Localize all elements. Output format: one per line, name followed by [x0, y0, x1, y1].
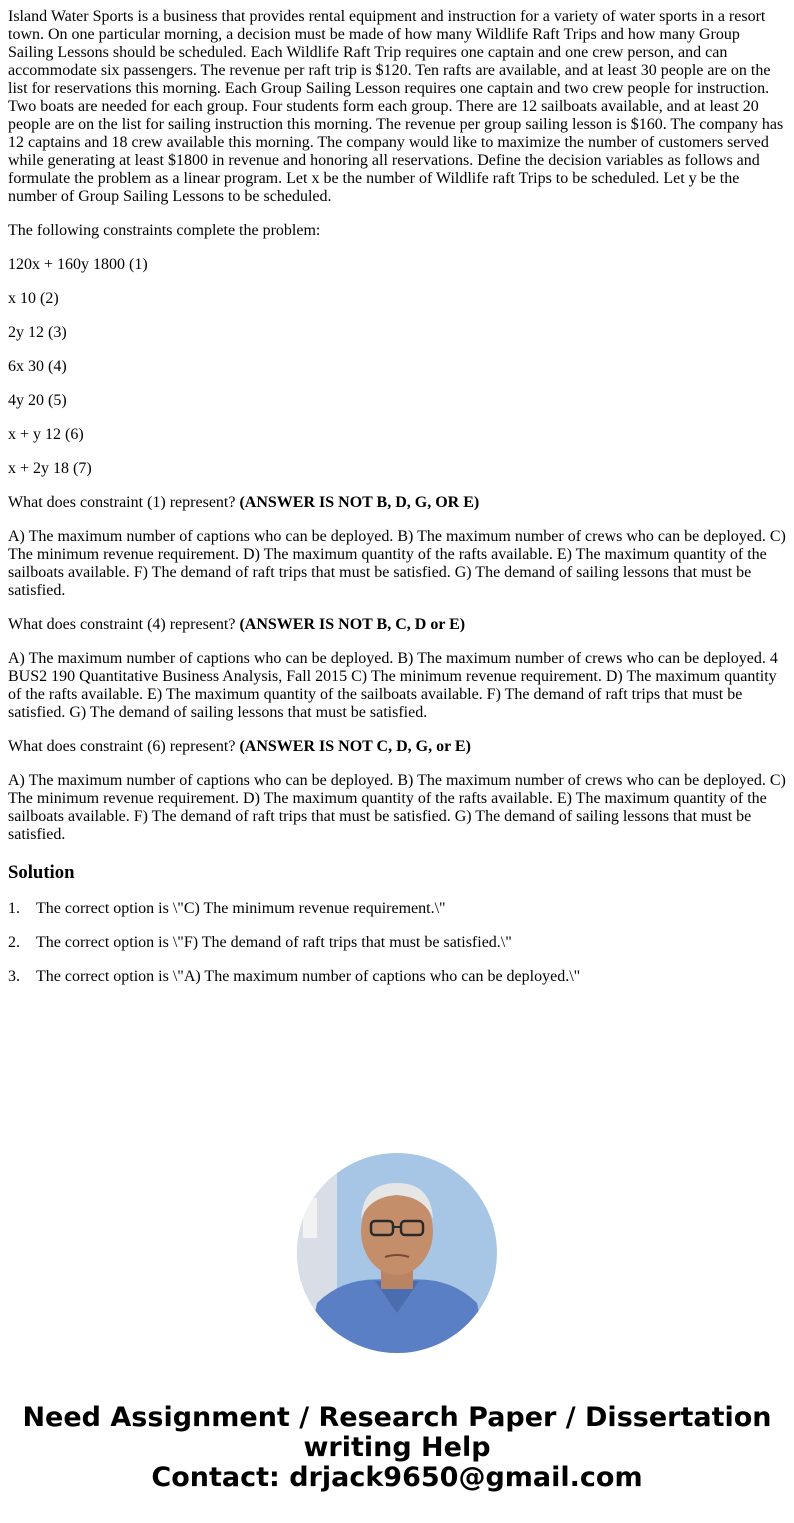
- question-2: [8, 616, 788, 634]
- solution-item: [8, 900, 788, 918]
- solution-item-text: The correct option is \"F) The demand of raft trips that must be satisfied.\": [36, 934, 512, 951]
- solution-item-text: The correct option is \"A) The maximum number of captions who can be deployed.\": [36, 968, 581, 985]
- question-2-prompt: What does constraint (4) represent?: [8, 616, 240, 633]
- question-3-options: A) The maximum number of captions who can be deployed. B) The maximum number of crews who can be deployed. C) The minimum revenue requirement. D) The maximum quantity of the rafts available. E) The maximum quantity of the sailboats available. F) The demand of raft trips that must be satisfied. G) The demand of sailing lessons that must be satisfied.: [8, 772, 786, 843]
- question-3-prompt: What does constraint (6) represent?: [8, 738, 240, 755]
- solution-item-text: The correct option is \"C) The minimum revenue requirement.\": [36, 900, 446, 917]
- solution-item: [8, 934, 788, 952]
- constraint-4: 6x 30 (4): [8, 358, 67, 375]
- avatar-photo: [297, 1153, 497, 1353]
- question-1: [8, 494, 788, 512]
- problem-statement: Island Water Sports is a business that provides rental equipment and instruction for a variety of water sports in a resort town. On one particular morning, a decision must be made of how many Wildlife Raft Trips and how many Group Sailing Lessons should be scheduled. Each Wildlife Raft Trip requires one captain and one crew person, and can accommodate six passengers. The revenue per raft trip is $120. Ten rafts are available, and at least 30 people are on the list for reservations this morning. Each Group Sailing Lesson requires one captain and two crew people for instruction. Two boats are needed for each group. Four students form each group. There are 12 sailboats available, and at least 20 people are on the list for sailing instruction this morning. The revenue per group sailing lesson is $160. The company has 12 captains and 18 crew available this morning. The company would like to maximize the number of customers served while generating at least $1800 in revenue and honoring all reservations. Define the decision variables as follows and formulate the problem as a linear program. Let x be the number of Wildlife raft Trips to be scheduled. Let y be the number of Group Sailing Lessons to be scheduled.: [8, 8, 784, 205]
- question-1-options: A) The maximum number of captions who can be deployed. B) The maximum number of crews who can be deployed. C) The minimum revenue requirement. D) The maximum quantity of the rafts available. E) The maximum quantity of the sailboats available. F) The demand of raft trips that must be satisfied. G) The demand of sailing lessons that must be satisfied.: [8, 528, 786, 599]
- constraint-1: 120x + 160y 1800 (1): [8, 256, 148, 273]
- constraint-3: 2y 12 (3): [8, 324, 67, 341]
- question-1-prompt: What does constraint (1) represent?: [8, 494, 240, 511]
- promo-line-1: Need Assignment / Research Paper / Dissertation: [22, 1402, 772, 1433]
- constraint-6: x + y 12 (6): [8, 426, 84, 443]
- question-2-hint: (ANSWER IS NOT B, C, D or E): [239, 616, 466, 633]
- avatar: [297, 1153, 497, 1353]
- solution-item: [8, 968, 788, 986]
- solution-heading: Solution: [8, 862, 75, 883]
- solution-list: [8, 900, 788, 986]
- promo-contact: Contact: drjack9650@gmail.com: [151, 1462, 643, 1493]
- question-2-options: A) The maximum number of captions who can be deployed. B) The maximum number of crews who can be deployed. 4 BUS2 190 Quantitative Business Analysis, Fall 2015 C) The minimum revenue requirement. D) The maximum quantity of the rafts available. E) The maximum quantity of the sailboats available. F) The demand of raft trips that must be satisfied. G) The demand of sailing lessons that must be satisfied.: [8, 650, 778, 721]
- solution-item-number: 1.: [8, 900, 20, 917]
- constraint-5: 4y 20 (5): [8, 392, 67, 409]
- question-1-hint: (ANSWER IS NOT B, D, G, OR E): [239, 494, 480, 511]
- promo-line-2: writing Help: [303, 1432, 491, 1463]
- constraints-lead: The following constraints complete the problem:: [8, 222, 321, 239]
- solution-item-number: 3.: [8, 968, 20, 985]
- question-3: [8, 738, 788, 756]
- solution-item-number: 2.: [8, 934, 20, 951]
- constraint-7: x + 2y 18 (7): [8, 460, 92, 477]
- promo-banner: [0, 1403, 794, 1493]
- document-body: [8, 8, 788, 1002]
- question-3-hint: (ANSWER IS NOT C, D, G, or E): [239, 738, 471, 755]
- constraint-2: x 10 (2): [8, 290, 59, 307]
